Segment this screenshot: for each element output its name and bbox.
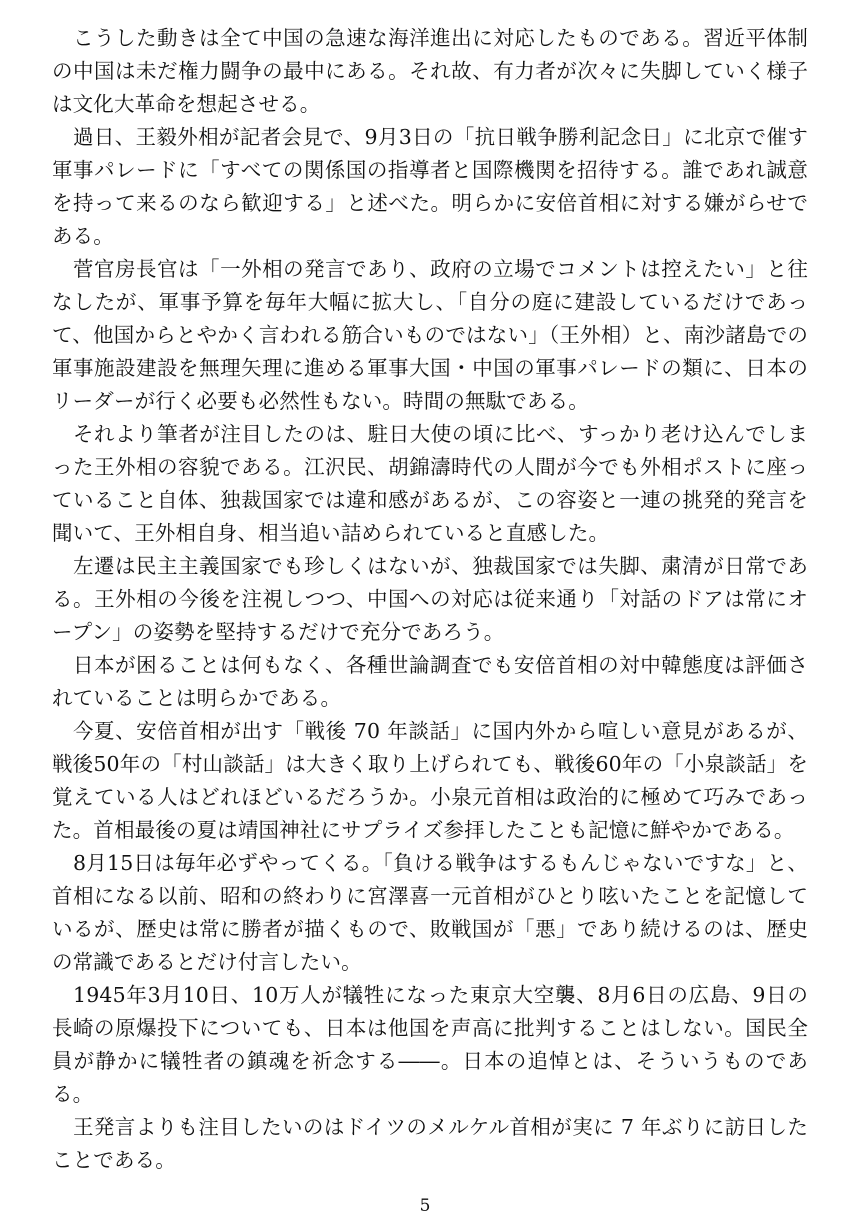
article-body [52, 22, 808, 1177]
paragraph-3: 菅官房長官は「一外相の発言であり、政府の立場でコメントは控えたい」と往なしたが、軍事予算を毎年大幅に拡大し、「自分の庭に建設しているだけであって、他国からとやかく言われる筋合いものではない」（王外相）と、南沙諸島での軍事施設建設を無理矢理に進める軍事大国・中国の軍事パレードの類に、日本のリーダーが行く必要も必然性もない。時間の無駄である。 [52, 257, 808, 413]
paragraph-1: こうした動きは全て中国の急速な海洋進出に対応したものである。習近平体制の中国は未だ権力闘争の最中にある。それ故、有力者が次々に失脚していく様子は文化大革命を想起させる。 [52, 26, 808, 116]
paragraph-9: 1945年3月10日、10万人が犠牲になった東京大空襲、8月6日の広島、9日の長崎の原爆投下についても、日本は他国を声高に批判することはしない。国民全員が静かに犠牲者の鎮魂を祈念する――。日本の追悼とは、そういうものである。 [52, 983, 808, 1106]
paragraph-10: 王発言よりも注目したいのはドイツのメルケル首相が実に 7 年ぶりに訪日したことである。 [52, 1115, 808, 1172]
paragraph-4: それより筆者が注目したのは、駐日大使の頃に比べ、すっかり老け込んでしまった王外相の容貌である。江沢民、胡錦濤時代の人間が今でも外相ポストに座っていること自体、独裁国家では違和感があるが、この容姿と一連の挑発的発言を聞いて、王外相自身、相当追い詰められていると直感した。 [52, 422, 808, 545]
paragraph-8: 8月15日は毎年必ずやってくる。「負ける戦争はするもんじゃないですな」と、首相になる以前、昭和の終わりに宮澤喜一元首相がひとり呟いたことを記憶しているが、歴史は常に勝者が描くもので、敗戦国が「悪」であり続けるのは、歴史の常識であるとだけ付言したい。 [52, 851, 808, 974]
paragraph-2: 過日、王毅外相が記者会見で、9月3日の「抗日戦争勝利記念日」に北京で催す軍事パレードに「すべての関係国の指導者と国際機関を招待する。誰であれ誠意を持って来るのなら歓迎する」と述べた。明らかに安倍首相に対する嫌がらせである。 [52, 125, 808, 248]
paragraph-6: 日本が困ることは何もなく、各種世論調査でも安倍首相の対中韓態度は評価されていることは明らかである。 [52, 653, 808, 710]
page-number: 5 [419, 1196, 431, 1216]
paragraph-7: 今夏、安倍首相が出す「戦後 70 年談話」に国内外から喧しい意見があるが、戦後50年の「村山談話」は大きく取り上げられても、戦後60年の「小泉談話」を覚えている人はどれほどいるだろうか。小泉元首相は政治的に極めて巧みであった。首相最後の夏は靖国神社にサプライズ参拝したことも記憶に鮮やかである。 [52, 719, 808, 842]
paragraph-5: 左遷は民主主義国家でも珍しくはないが、独裁国家では失脚、粛清が日常である。王外相の今後を注視しつつ、中国への対応は従来通り「対話のドアは常にオープン」の姿勢を堅持するだけで充分であろう。 [52, 554, 808, 644]
